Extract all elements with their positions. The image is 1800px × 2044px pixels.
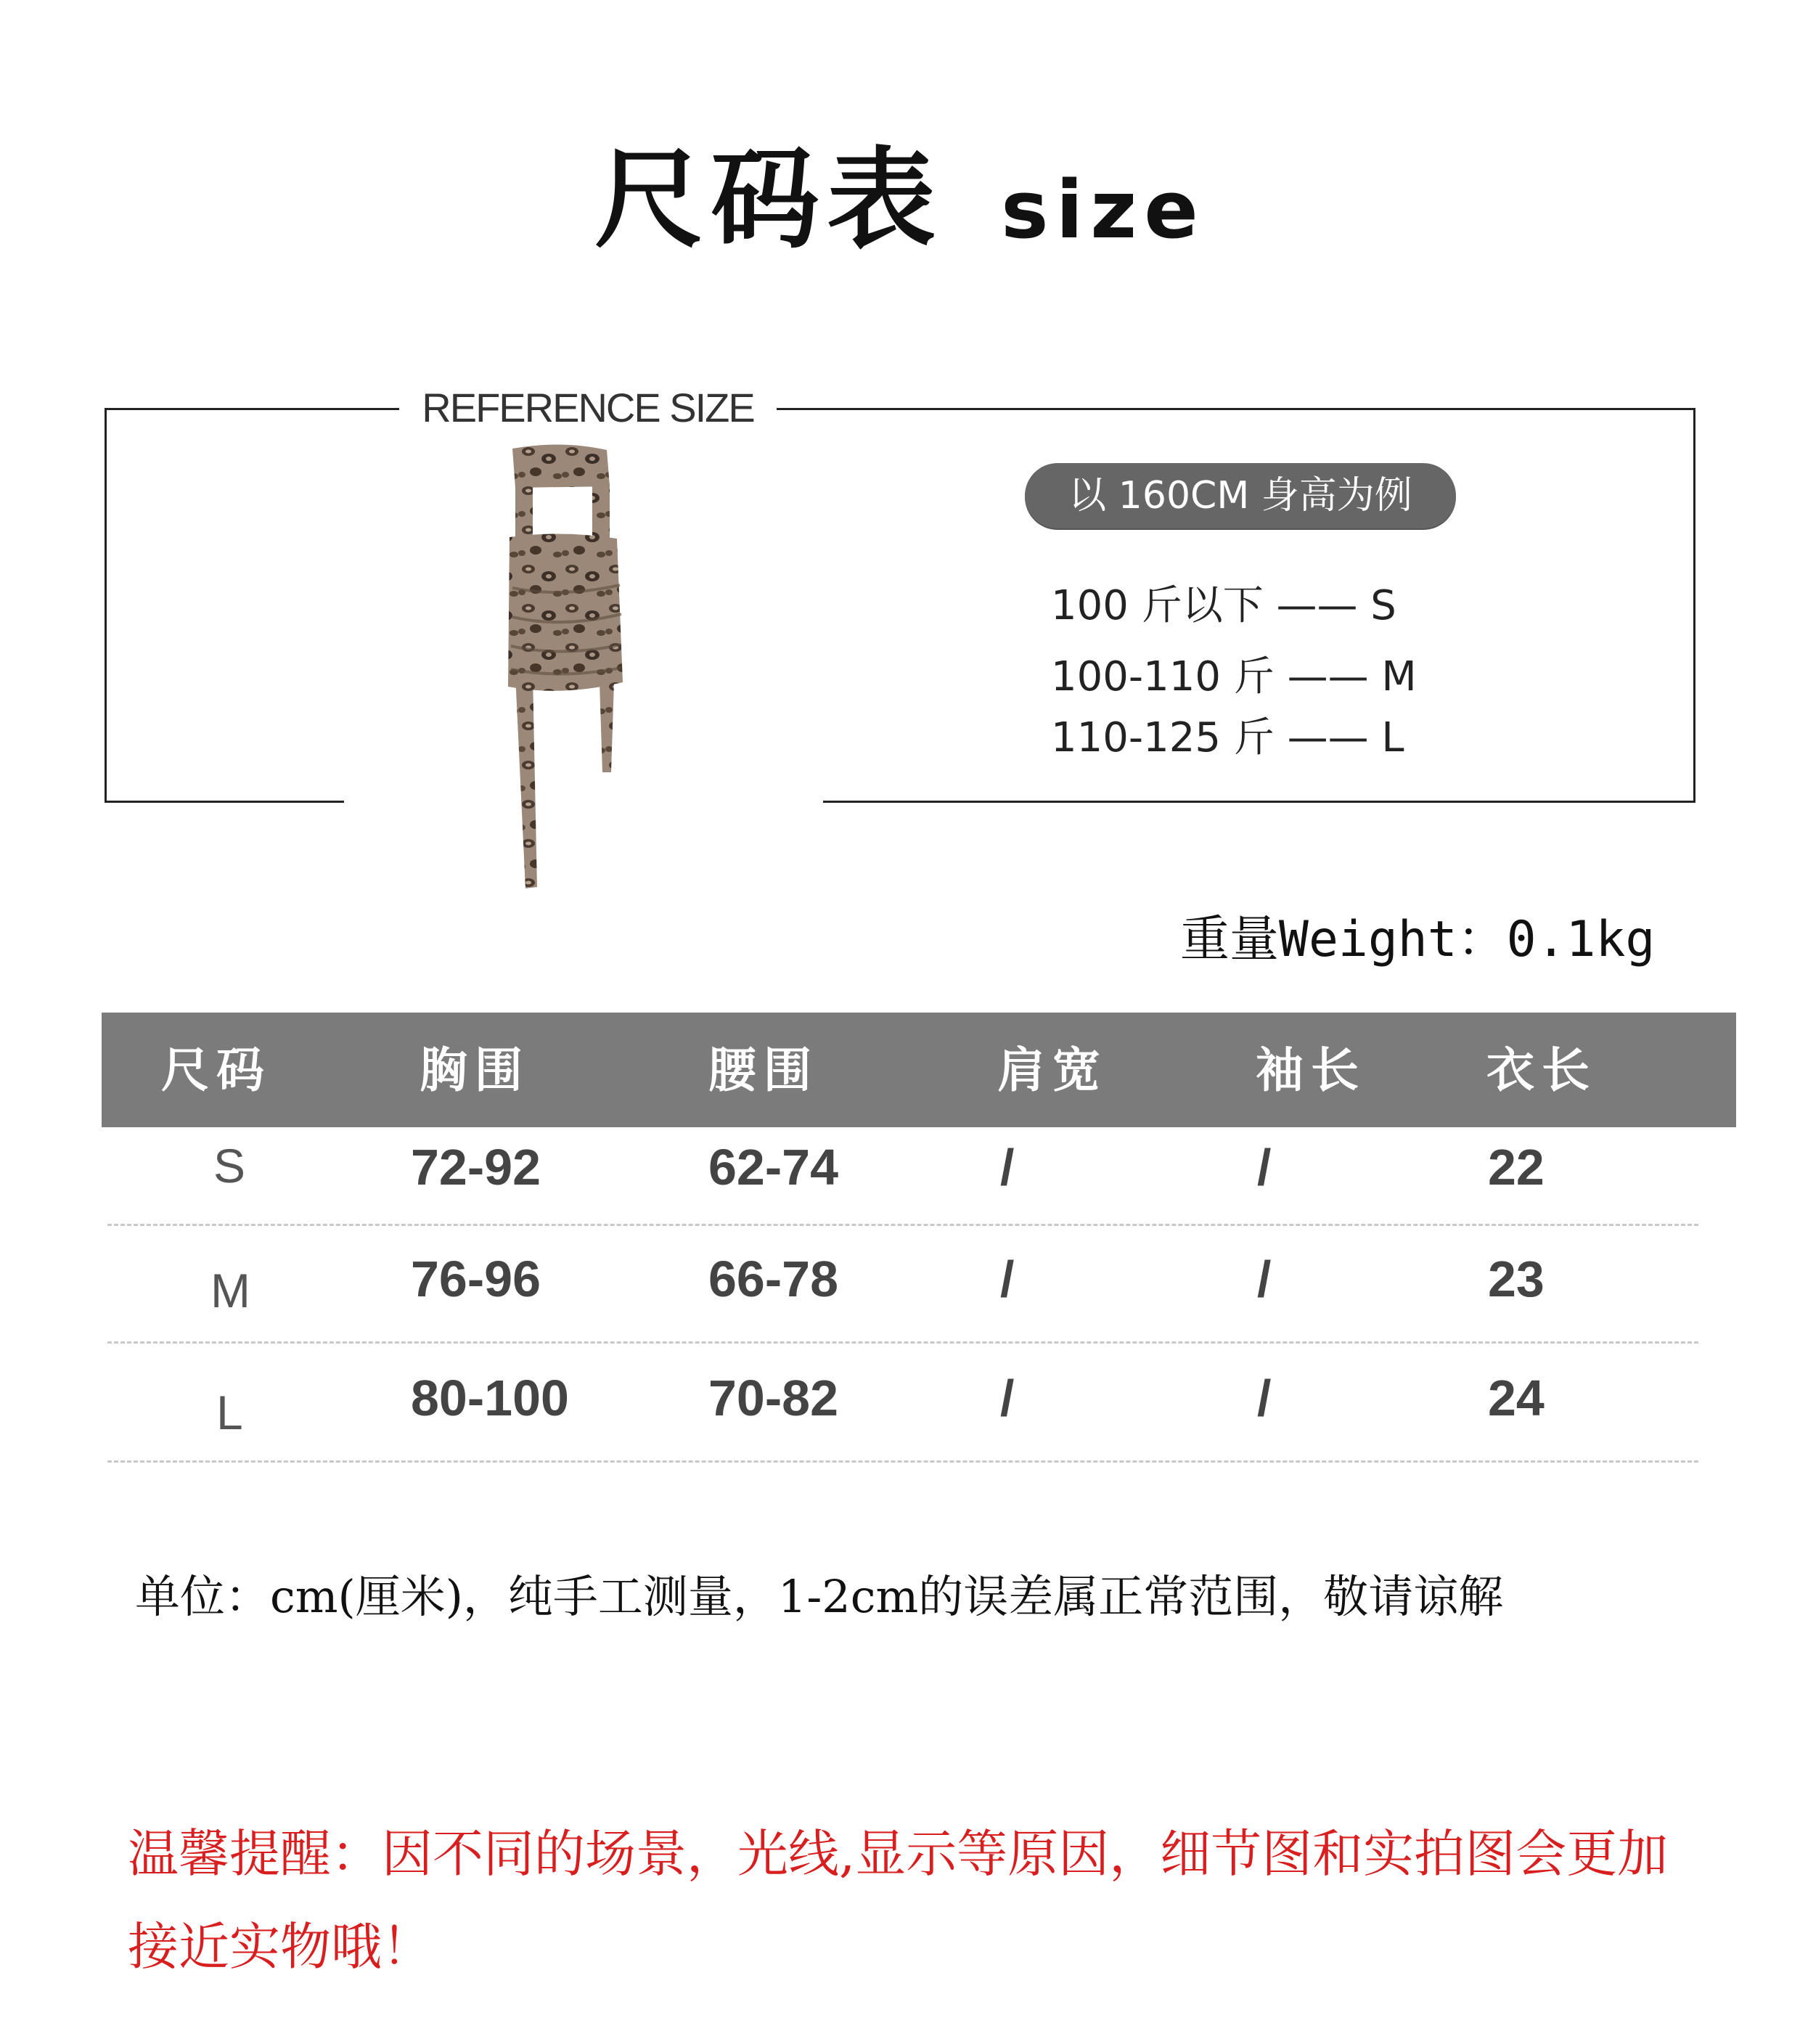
cell-shoulder: /	[1000, 1139, 1015, 1195]
cell-size: S	[213, 1139, 246, 1193]
leopard-halter-top-illustration	[344, 443, 823, 922]
short-tie	[600, 682, 614, 772]
cell-waist: 62-74	[708, 1139, 839, 1195]
cell-sleeve: /	[1257, 1251, 1272, 1307]
size-guide-m: 100-110 斤 —— M	[1051, 653, 1417, 700]
left-strap	[515, 483, 533, 541]
cell-chest: 80-100	[411, 1370, 569, 1426]
right-strap	[592, 483, 610, 541]
product-weight: 重量Weight：0.1kg	[1180, 911, 1656, 968]
header-shoulder: 肩宽	[997, 1042, 1108, 1098]
size-guide-s: 100 斤以下 —— S	[1051, 582, 1396, 629]
header-size: 尺码	[161, 1042, 271, 1098]
collar	[512, 444, 610, 488]
cell-chest: 72-92	[411, 1139, 541, 1195]
cell-length: 24	[1488, 1370, 1545, 1426]
long-tie	[515, 675, 537, 888]
cell-waist: 66-78	[708, 1251, 839, 1307]
title-en: size	[1001, 163, 1206, 256]
header-length: 衣长	[1486, 1042, 1597, 1098]
title-zh: 尺码表	[594, 136, 944, 263]
cell-size: M	[210, 1264, 250, 1317]
cell-sleeve: /	[1257, 1370, 1272, 1426]
reference-label: REFERENCE SIZE	[399, 377, 777, 438]
cell-length: 22	[1488, 1139, 1545, 1195]
header-sleeve: 袖长	[1256, 1042, 1366, 1098]
row-divider	[107, 1460, 1698, 1463]
measurement-note: 单位：cm(厘米)，纯手工测量，1-2cm的误差属正常范围，敬请谅解	[135, 1570, 1504, 1623]
product-image	[344, 443, 823, 922]
cell-shoulder: /	[1000, 1370, 1015, 1426]
height-badge: 以 160CM 身高为例	[1025, 463, 1456, 528]
cell-chest: 76-96	[411, 1251, 541, 1307]
cell-size: L	[216, 1386, 243, 1439]
header-chest: 胸围	[420, 1042, 530, 1098]
header-waist: 腰围	[708, 1042, 819, 1098]
row-divider	[107, 1341, 1698, 1344]
size-table-header	[102, 1013, 1736, 1127]
reminder-text: 温馨提醒：因不同的场景，光线,显示等原因，细节图和实拍图会更加接近实物哦！	[128, 1824, 1669, 1976]
cell-sleeve: /	[1257, 1139, 1272, 1195]
page-title	[0, 131, 1800, 279]
cell-length: 23	[1488, 1251, 1545, 1307]
cell-waist: 70-82	[708, 1370, 839, 1426]
reference-box	[105, 408, 1695, 803]
cell-shoulder: /	[1000, 1251, 1015, 1307]
bodice	[508, 534, 623, 690]
row-divider	[107, 1224, 1698, 1226]
size-guide-l: 110-125 斤 —— L	[1051, 714, 1404, 761]
